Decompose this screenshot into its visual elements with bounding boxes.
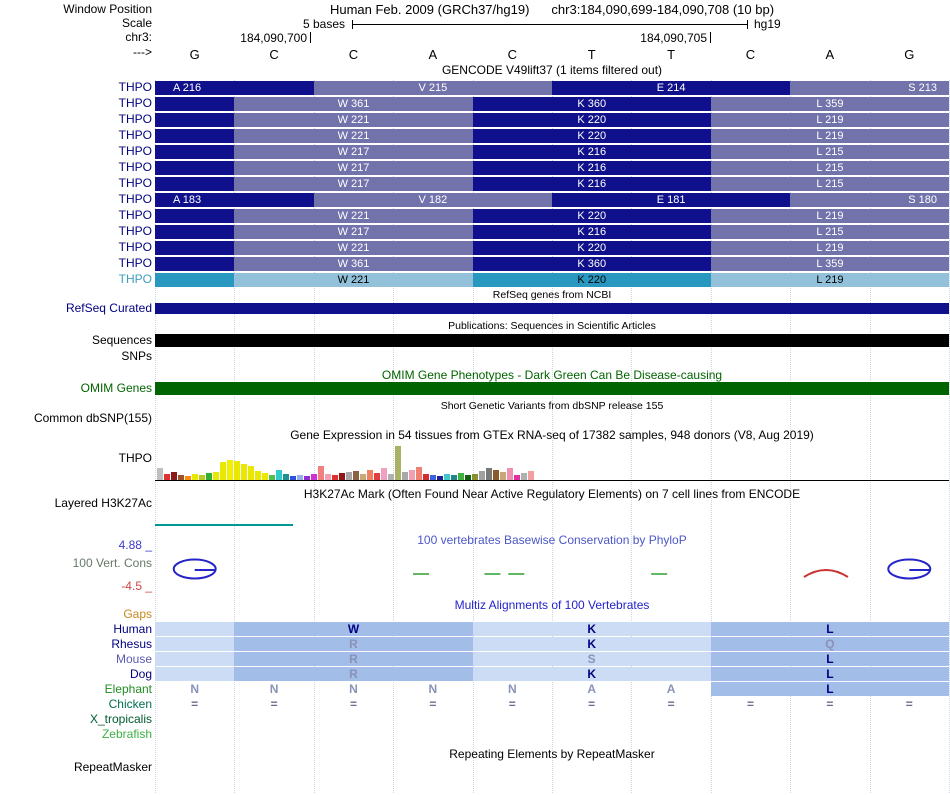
gencode-exon-segment[interactable]: L 215	[711, 177, 949, 191]
multiz-species-label[interactable]: Chicken	[108, 697, 152, 711]
multiz-residue-letter: N	[269, 682, 279, 696]
assembly-short-label: hg19	[754, 17, 781, 31]
scale-bar-left-tick	[352, 20, 353, 29]
refseq-gene-bar[interactable]	[155, 303, 949, 314]
multiz-species-label[interactable]: Rhesus	[111, 637, 152, 651]
dbsnp-track-label[interactable]: Common dbSNP(155)	[33, 411, 152, 425]
scale-row-label: Scale	[121, 16, 152, 30]
gtex-expression-bar[interactable]	[346, 472, 352, 480]
gtex-expression-bar[interactable]	[206, 473, 212, 480]
gencode-exon-segment[interactable]: W 217	[234, 225, 472, 239]
gencode-exon-segment[interactable]: W 221	[234, 209, 472, 223]
publications-track-title[interactable]: Publications: Sequences in Scientific Articles	[448, 320, 656, 332]
gencode-exon-segment[interactable]: W 221	[234, 129, 472, 143]
gtex-expression-bar[interactable]	[416, 467, 422, 480]
gencode-exon-segment[interactable]: L 215	[711, 225, 949, 239]
scale-bar	[352, 24, 748, 25]
gtex-expression-bar[interactable]	[241, 464, 247, 480]
gencode-exon-segment[interactable]: L 219	[711, 129, 949, 143]
gencode-exon-segment[interactable]: W 217	[234, 145, 472, 159]
ruler-base-letter: C	[348, 47, 359, 62]
gencode-exon-segment[interactable]: W 221	[234, 241, 472, 255]
gtex-expression-bar[interactable]	[171, 472, 177, 480]
gencode-exon-segment[interactable]: L 359	[711, 97, 949, 111]
multiz-residue-letter: R	[349, 637, 358, 651]
snps-track-label[interactable]: SNPs	[121, 349, 152, 363]
multiz-residue-letter: =	[905, 697, 913, 711]
ruler-base-letter: C	[745, 47, 756, 62]
repeatmasker-track-title[interactable]: Repeating Elements by RepeatMasker	[449, 747, 655, 761]
conservation-min-label: -4.5 _	[121, 579, 152, 593]
gencode-exon-segment[interactable]: E 181	[552, 193, 790, 207]
gtex-expression-bar[interactable]	[507, 468, 513, 480]
multiz-residue-letter: L	[826, 682, 834, 696]
gencode-exon-segment[interactable]	[155, 241, 234, 255]
ruler-tick-1	[310, 32, 311, 43]
gtex-expression-bar[interactable]	[409, 470, 415, 480]
gencode-exon-segment[interactable]: A 216	[155, 81, 314, 95]
gencode-track-title[interactable]: GENCODE V49lift37 (1 items filtered out)	[441, 63, 663, 77]
ruler-base-letter: C	[507, 47, 517, 62]
gencode-exon-segment[interactable]: K 220	[473, 129, 711, 143]
conservation-track-title[interactable]: 100 vertebrates Basewise Conservation by PhyloP	[417, 533, 687, 547]
multiz-species-label[interactable]: Elephant	[104, 682, 152, 696]
gencode-exon-segment[interactable]: K 360	[473, 257, 711, 271]
ruler-base-letter: A	[428, 47, 438, 62]
gtex-expression-bar[interactable]	[262, 473, 268, 480]
gtex-expression-bar[interactable]	[276, 470, 282, 480]
gencode-exon-segment[interactable]: W 221	[234, 113, 472, 127]
gtex-expression-bar[interactable]	[374, 473, 380, 480]
gtex-expression-bar[interactable]	[220, 462, 226, 480]
multiz-residue-letter: =	[826, 697, 834, 711]
gencode-exon-segment[interactable]: A 183	[155, 193, 314, 207]
multiz-residue-letter: =	[746, 697, 755, 711]
multiz-residue-letter: L	[826, 652, 834, 666]
gencode-exon-segment[interactable]: W 217	[234, 161, 472, 175]
gtex-expression-bar[interactable]	[493, 470, 499, 480]
ruler-tick-2	[710, 32, 711, 43]
h3k27ac-signal[interactable]	[155, 524, 293, 526]
gencode-transcript-label[interactable]: THPO	[118, 80, 152, 94]
multiz-residue-letter: Q	[825, 637, 835, 651]
refseq-track-title[interactable]: RefSeq genes from NCBI	[492, 289, 612, 301]
multiz-residue-letter: R	[349, 652, 358, 666]
gtex-expression-bar[interactable]	[500, 472, 506, 480]
gencode-transcript-label[interactable]: THPO	[118, 144, 152, 158]
ruler-base-letter: A	[825, 47, 835, 62]
gencode-exon-segment[interactable]: L 359	[711, 257, 949, 271]
gencode-exon-segment[interactable]	[155, 177, 234, 191]
gencode-exon-segment[interactable]: W 221	[234, 273, 472, 287]
gencode-exon-segment[interactable]: E 214	[552, 81, 790, 95]
multiz-alignment-band[interactable]	[155, 637, 234, 651]
gencode-transcript-label[interactable]: THPO	[118, 256, 152, 270]
gencode-exon-segment[interactable]: L 219	[711, 209, 949, 223]
gencode-exon-segment[interactable]	[155, 113, 234, 127]
gencode-transcript-label[interactable]: THPO	[118, 224, 152, 238]
ruler-base-letter: G	[904, 47, 915, 62]
gtex-expression-bar[interactable]	[486, 468, 492, 480]
multiz-residue-letter: K	[587, 637, 597, 651]
conservation-track-label[interactable]: 100 Vert. Cons	[72, 556, 152, 570]
sequences-track-label[interactable]: Sequences	[91, 333, 152, 347]
gencode-exon-segment[interactable]	[155, 257, 234, 271]
assembly-title: Human Feb. 2009 (GRCh37/hg19)	[329, 2, 530, 17]
gencode-exon-segment[interactable]: L 219	[711, 241, 949, 255]
gencode-transcript-label[interactable]: THPO	[118, 272, 152, 286]
multiz-residue-letter: =	[508, 697, 516, 711]
strand-label: --->	[133, 45, 152, 59]
gtex-expression-bar[interactable]	[318, 466, 324, 480]
gencode-exon-segment[interactable]: L 219	[711, 273, 949, 287]
gtex-expression-bar[interactable]	[402, 472, 408, 480]
gencode-exon-segment[interactable]	[155, 161, 234, 175]
gtex-gene-label[interactable]: THPO	[118, 451, 152, 465]
gencode-exon-segment[interactable]: K 216	[473, 225, 711, 239]
gencode-exon-segment[interactable]: K 220	[473, 273, 711, 287]
gtex-expression-bar[interactable]	[381, 468, 387, 480]
omim-gene-bar[interactable]	[155, 382, 949, 395]
gencode-exon-segment[interactable]: K 220	[473, 241, 711, 255]
multiz-residue-letter: N	[507, 682, 517, 696]
omim-track-label[interactable]: OMIM Genes	[80, 381, 152, 395]
gencode-transcript-label[interactable]: THPO	[118, 176, 152, 190]
gencode-exon-segment[interactable]: K 216	[473, 161, 711, 175]
gencode-exon-segment[interactable]: W 217	[234, 177, 472, 191]
multiz-residue-letter: N	[190, 682, 200, 696]
gtex-expression-bar[interactable]	[479, 471, 485, 480]
multiz-residue-letter: N	[428, 682, 438, 696]
gtex-expression-bar[interactable]	[395, 446, 401, 480]
ruler-base-letter: T	[587, 47, 596, 62]
multiz-alignment-band[interactable]	[155, 667, 234, 681]
gencode-transcript-label[interactable]: THPO	[118, 240, 152, 254]
refseq-track-label[interactable]: RefSeq Curated	[65, 301, 152, 315]
gtex-expression-bar[interactable]	[339, 473, 345, 480]
gencode-transcript-label[interactable]: THPO	[118, 192, 152, 206]
gencode-exon-segment[interactable]	[155, 209, 234, 223]
gencode-exon-segment[interactable]: S 180	[790, 193, 949, 207]
ruler-tick-label-1: 184,090,700	[240, 31, 307, 45]
gtex-track-title[interactable]: Gene Expression in 54 tissues from GTEx RNA-seq of 17382 samples, 948 donors (V8, Aug 2019)	[290, 428, 814, 442]
ruler-base-letter: T	[667, 47, 676, 62]
gencode-exon-segment[interactable]: K 360	[473, 97, 711, 111]
gencode-transcript-label[interactable]: THPO	[118, 128, 152, 142]
gencode-exon-segment[interactable]	[155, 129, 234, 143]
gencode-transcript-label[interactable]: THPO	[118, 96, 152, 110]
multiz-residue-letter: =	[349, 697, 358, 711]
gencode-exon-segment[interactable]	[155, 97, 234, 111]
gencode-exon-segment[interactable]: S 213	[790, 81, 949, 95]
gencode-exon-segment[interactable]: K 220	[473, 113, 711, 127]
gencode-exon-segment[interactable]: L 215	[711, 145, 949, 159]
position-title	[155, 3, 949, 16]
multiz-species-label[interactable]: Human	[113, 622, 152, 636]
gencode-exon-segment[interactable]	[155, 145, 234, 159]
gencode-exon-segment[interactable]: L 219	[711, 113, 949, 127]
multiz-residue-letter: =	[667, 697, 675, 711]
sequences-bar[interactable]	[155, 334, 949, 347]
multiz-gaps-label[interactable]: Gaps	[123, 607, 152, 621]
gtex-expression-bar[interactable]	[353, 471, 359, 480]
conservation-negative-glyph	[804, 570, 848, 577]
multiz-residue-letter: =	[270, 697, 278, 711]
gencode-transcript-label[interactable]: THPO	[118, 112, 152, 126]
multiz-species-label[interactable]: Dog	[129, 667, 152, 681]
ruler-tick-label-2: 184,090,705	[640, 31, 707, 45]
gtex-expression-bar[interactable]	[367, 470, 373, 480]
gencode-exon-segment[interactable]: V 215	[314, 81, 552, 95]
gtex-expression-bar[interactable]	[227, 460, 233, 480]
ruler-base-letter: C	[269, 47, 279, 62]
multiz-residue-letter: K	[587, 667, 597, 681]
gtex-expression-bar[interactable]	[213, 472, 219, 480]
multiz-species-label[interactable]: X_tropicalis	[89, 712, 152, 726]
gencode-exon-segment[interactable]: L 215	[711, 161, 949, 175]
gtex-expression-bar[interactable]	[521, 473, 527, 480]
ruler-base-letter: G	[189, 47, 200, 62]
gtex-expression-bar[interactable]	[528, 471, 534, 480]
omim-track-title[interactable]: OMIM Gene Phenotypes - Dark Green Can Be Disease-causing	[381, 368, 723, 382]
repeatmasker-track-label[interactable]: RepeatMasker	[73, 760, 152, 774]
gtex-expression-bar[interactable]	[255, 471, 261, 480]
gencode-exon-segment[interactable]: K 216	[473, 145, 711, 159]
gencode-exon-segment[interactable]: W 361	[234, 257, 472, 271]
multiz-species-label[interactable]: Zebrafish	[101, 727, 152, 741]
multiz-residue-letter: =	[191, 697, 199, 711]
gtex-expression-bar[interactable]	[157, 468, 163, 480]
multiz-residue-letter: W	[347, 622, 360, 636]
window-position-label: Window Position	[63, 2, 152, 16]
gencode-exon-segment[interactable]: W 361	[234, 97, 472, 111]
gencode-exon-segment[interactable]: K 220	[473, 209, 711, 223]
multiz-residue-letter: =	[429, 697, 437, 711]
gencode-exon-segment[interactable]: V 182	[314, 193, 552, 207]
multiz-residue-letter: N	[349, 682, 358, 696]
gencode-exon-segment[interactable]	[155, 225, 234, 239]
gencode-transcript-label[interactable]: THPO	[118, 208, 152, 222]
multiz-track-title[interactable]: Multiz Alignments of 100 Vertebrates	[454, 598, 650, 612]
gtex-expression-bar[interactable]	[248, 466, 254, 480]
multiz-residue-letter: R	[349, 667, 358, 681]
gencode-exon-segment[interactable]: K 216	[473, 177, 711, 191]
multiz-residue-letter: A	[587, 682, 597, 696]
multiz-species-label[interactable]: Mouse	[115, 652, 152, 666]
multiz-residue-letter: A	[666, 682, 676, 696]
gtex-expression-bar[interactable]	[234, 461, 240, 480]
scale-value: 5 bases	[302, 17, 345, 31]
gtex-baseline	[155, 480, 949, 481]
conservation-max-label: 4.88 _	[118, 538, 152, 552]
scale-bar-right-tick	[747, 20, 748, 29]
multiz-residue-letter: =	[588, 697, 596, 711]
multiz-residue-letter: K	[587, 622, 597, 636]
h3k27ac-track-label[interactable]: Layered H3K27Ac	[54, 496, 152, 510]
multiz-residue-letter: L	[826, 622, 834, 636]
dbsnp-track-title[interactable]: Short Genetic Variants from dbSNP release 155	[440, 400, 664, 412]
gencode-transcript-label[interactable]: THPO	[118, 160, 152, 174]
multiz-residue-letter: L	[826, 667, 834, 681]
chrom-label: chr3:	[125, 30, 152, 44]
conservation-track-canvas[interactable]	[155, 549, 949, 589]
position-range: chr3:184,090,699-184,090,708 (10 bp)	[551, 2, 775, 17]
h3k27ac-track-title[interactable]: H3K27Ac Mark (Often Found Near Active Regulatory Elements) on 7 cell lines from ENCODE	[303, 487, 801, 501]
multiz-residue-letter: S	[587, 652, 596, 666]
multiz-alignment-band[interactable]	[155, 622, 234, 636]
multiz-alignment-band[interactable]	[155, 652, 234, 666]
gtex-expression-bar[interactable]	[458, 473, 464, 480]
gencode-exon-segment[interactable]	[155, 273, 234, 287]
